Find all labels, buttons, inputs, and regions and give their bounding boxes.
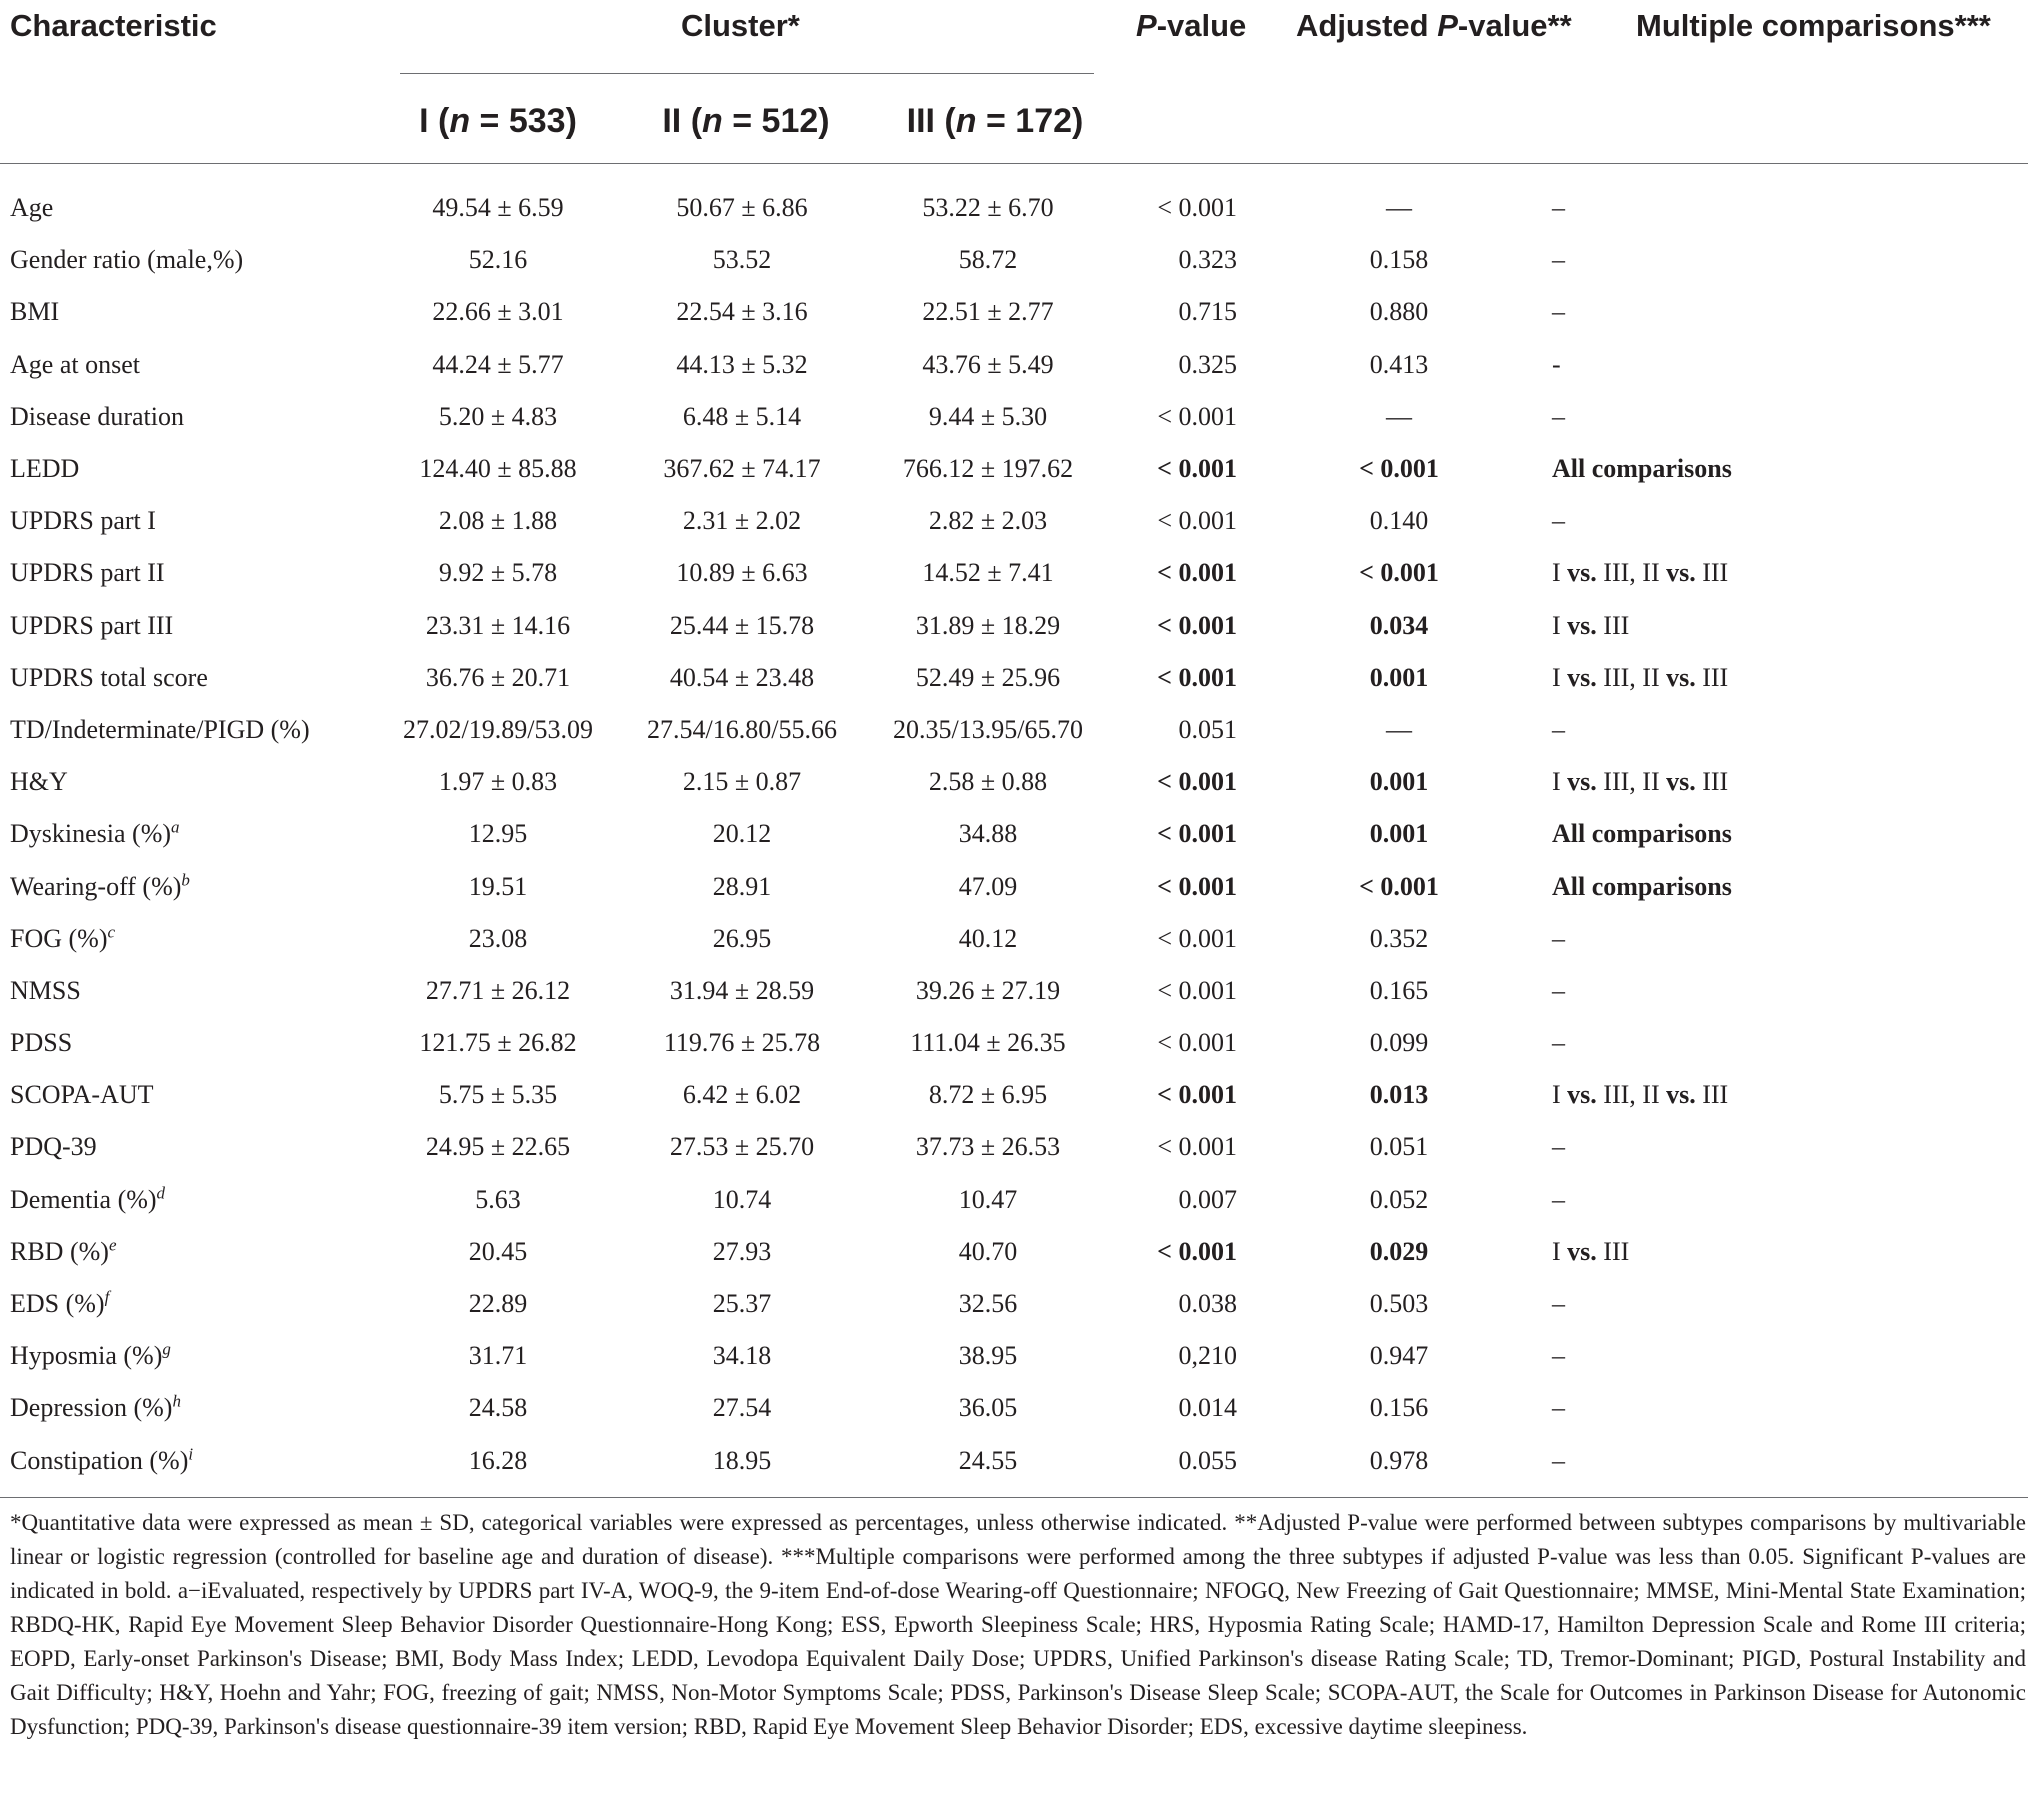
cluster-iii-value: 111.04 ± 26.35 bbox=[910, 1028, 1066, 1058]
cluster-iii-value: 40.12 bbox=[958, 923, 1018, 953]
adjusted-p-value: 0.978 bbox=[1369, 1445, 1429, 1475]
header-cluster-ii: II (n = 512) bbox=[662, 102, 830, 140]
multiple-comparisons: All comparisons bbox=[1552, 454, 1732, 484]
multiple-comparisons: I vs. III bbox=[1552, 1236, 1630, 1266]
cluster-iii-value: 34.88 bbox=[958, 819, 1018, 849]
cluster-i-value: 22.66 ± 3.01 bbox=[432, 297, 564, 327]
cluster-i-value: 121.75 ± 26.82 bbox=[419, 1028, 577, 1058]
multiple-comparisons: – bbox=[1552, 1393, 1565, 1423]
adjusted-p-value: 0.001 bbox=[1369, 767, 1429, 797]
cluster-i-value: 9.92 ± 5.78 bbox=[438, 558, 558, 588]
characteristic-cell bbox=[0, 756, 388, 808]
characteristic-cell bbox=[0, 234, 388, 286]
cluster-iii-value: 39.26 ± 27.19 bbox=[915, 975, 1061, 1005]
cluster-iii-value: 53.22 ± 6.70 bbox=[922, 193, 1054, 223]
cluster-ii-value: 27.54 bbox=[712, 1393, 772, 1423]
header-multiple-comparisons: Multiple comparisons*** bbox=[1636, 8, 1991, 43]
cluster-iii-value: 37.73 ± 26.53 bbox=[915, 1132, 1061, 1162]
characteristic-label: RBD (%) bbox=[10, 1236, 109, 1266]
cluster-i-value: 5.63 bbox=[475, 1184, 521, 1214]
footnote-marker: f bbox=[104, 1287, 110, 1307]
multiple-comparisons: – bbox=[1552, 1341, 1565, 1371]
multiple-comparisons: I vs. III bbox=[1552, 610, 1630, 640]
data-table bbox=[0, 182, 2028, 1487]
cluster-ii-value: 25.44 ± 15.78 bbox=[669, 610, 815, 640]
cluster-i-value: 124.40 ± 85.88 bbox=[419, 454, 577, 484]
characteristic-label: Age bbox=[10, 193, 54, 223]
adjusted-p-value: 0.880 bbox=[1369, 297, 1429, 327]
cluster-ii-value: 50.67 ± 6.86 bbox=[676, 193, 808, 223]
characteristic-label: Depression (%) bbox=[10, 1393, 173, 1423]
adjusted-p-value: < 0.001 bbox=[1359, 454, 1439, 484]
cluster-ii-value: 31.94 ± 28.59 bbox=[669, 975, 815, 1005]
p-value: < 0.001 bbox=[1157, 1080, 1237, 1110]
table-row bbox=[0, 286, 2028, 338]
p-value: < 0.001 bbox=[1157, 923, 1237, 953]
characteristic-cell bbox=[0, 286, 388, 338]
cluster-iii-value: 43.76 ± 5.49 bbox=[922, 349, 1054, 379]
table-row bbox=[0, 965, 2028, 1017]
cluster-i-value: 20.45 bbox=[468, 1236, 528, 1266]
multiple-comparisons: - bbox=[1552, 349, 1561, 379]
cluster-i-value: 23.31 ± 14.16 bbox=[425, 610, 571, 640]
adjusted-p-value: < 0.001 bbox=[1359, 558, 1439, 588]
cluster-ii-value: 40.54 ± 23.48 bbox=[669, 662, 815, 692]
p-value: < 0.001 bbox=[1157, 454, 1237, 484]
characteristic-label: Dyskinesia (%) bbox=[10, 819, 172, 849]
table-row bbox=[0, 1435, 2028, 1487]
table-row bbox=[0, 182, 2028, 234]
characteristic-cell bbox=[0, 1435, 388, 1487]
cluster-i-value: 5.75 ± 5.35 bbox=[438, 1080, 558, 1110]
multiple-comparisons: – bbox=[1552, 297, 1565, 327]
footer-rule bbox=[0, 1497, 2028, 1498]
characteristic-cell bbox=[0, 1278, 388, 1330]
table-row bbox=[0, 860, 2028, 912]
cluster-iii-value: 2.82 ± 2.03 bbox=[928, 506, 1048, 536]
multiple-comparisons: – bbox=[1552, 975, 1565, 1005]
p-value: < 0.001 bbox=[1157, 1236, 1237, 1266]
characteristic-label: PDQ-39 bbox=[10, 1132, 97, 1162]
cluster-iii-value: 32.56 bbox=[958, 1289, 1018, 1319]
cluster-iii-value: 10.47 bbox=[958, 1184, 1018, 1214]
cluster-ii-value: 27.93 bbox=[712, 1236, 772, 1266]
cluster-iii-value: 766.12 ± 197.62 bbox=[902, 454, 1074, 484]
adjusted-p-value: 0.001 bbox=[1369, 819, 1429, 849]
characteristic-label: UPDRS part II bbox=[10, 558, 165, 588]
cluster-iii-value: 20.35/13.95/65.70 bbox=[893, 714, 1083, 744]
characteristic-cell bbox=[0, 1330, 388, 1382]
cluster-i-value: 19.51 bbox=[468, 871, 528, 901]
cluster-i-value: 2.08 ± 1.88 bbox=[438, 506, 558, 536]
characteristic-cell bbox=[0, 913, 388, 965]
characteristic-label: UPDRS part I bbox=[10, 506, 156, 536]
cluster-i-value: 36.76 ± 20.71 bbox=[425, 662, 571, 692]
cluster-i-value: 22.89 bbox=[468, 1289, 528, 1319]
cluster-iii-value: 22.51 ± 2.77 bbox=[922, 297, 1054, 327]
multiple-comparisons: – bbox=[1552, 1445, 1565, 1475]
p-value: 0,210 bbox=[1178, 1341, 1237, 1371]
table-row bbox=[0, 652, 2028, 704]
p-value: < 0.001 bbox=[1157, 610, 1237, 640]
footnote-marker: e bbox=[108, 1235, 117, 1255]
cluster-iii-value: 40.70 bbox=[958, 1236, 1018, 1266]
cluster-ii-value: 28.91 bbox=[712, 871, 772, 901]
p-value: 0.038 bbox=[1178, 1289, 1237, 1319]
table-row bbox=[0, 339, 2028, 391]
table-row bbox=[0, 391, 2028, 443]
cluster-ii-value: 27.53 ± 25.70 bbox=[669, 1132, 815, 1162]
cluster-i-value: 49.54 ± 6.59 bbox=[432, 193, 564, 223]
adjusted-p-value: 0.413 bbox=[1369, 349, 1429, 379]
adjusted-p-value: 0.352 bbox=[1369, 923, 1429, 953]
table-row bbox=[0, 1174, 2028, 1226]
adjusted-p-value: < 0.001 bbox=[1359, 871, 1439, 901]
cluster-iii-value: 31.89 ± 18.29 bbox=[915, 610, 1061, 640]
characteristic-label: H&Y bbox=[10, 767, 68, 797]
characteristic-cell bbox=[0, 704, 388, 756]
cluster-ii-value: 27.54/16.80/55.66 bbox=[647, 714, 837, 744]
adjusted-p-value: 0.503 bbox=[1369, 1289, 1429, 1319]
characteristic-label: PDSS bbox=[10, 1028, 73, 1058]
table-row bbox=[0, 600, 2028, 652]
multiple-comparisons: – bbox=[1552, 401, 1565, 431]
table-footnote: *Quantitative data were expressed as mean ± SD, categorical variables were expressed as percentages, unless otherwise indicated. **Adjusted P-value were performed between subtypes comparisons by multivariable linear or logistic regression (controlled for baseline age and duration of disease). ***Multiple comparisons were performed among the three subtypes if adjusted P-value was less than 0.05. Significant P-values are indicated in bold. a−iEvaluated, respectively by UPDRS part IV-A, WOQ-9, the 9-item End-of-dose Wearing-off Questionnaire; NFOGQ, New Freezing of Gait Questionnaire; MMSE, Mini-Mental State Examination; RBDQ-HK, Rapid Eye Movement Sleep Behavior Disorder Questionnaire-Hong Kong; ESS, Epworth Sleepiness Scale; HRS, Hyposmia Rating Scale; HAMD-17, Hamilton Depression Scale and Rome III criteria; EOPD, Early-onset Parkinson's Disease; BMI, Body Mass Index; LEDD, Levodopa Equivalent Daily Dose; UPDRS, Unified Parkinson's disease Rating Scale; TD, Tremor-Dominant; PIGD, Postural Instability and Gait Difficulty; H&Y, Hoehn and Yahr; FOG, freezing of gait; NMSS, Non-Motor Symptoms Scale; PDSS, Parkinson's Disease Sleep Scale; SCOPA-AUT, the Scale for Outcomes in Parkinson Disease for Autonomic Dysfunction; PDQ-39, Parkinson's disease questionnaire-39 item version; RBD, Rapid Eye Movement Sleep Behavior Disorder; EDS, excessive daytime sleepiness. bbox=[10, 1510, 2026, 1739]
cluster-i-value: 23.08 bbox=[468, 923, 528, 953]
table-row bbox=[0, 1017, 2028, 1069]
multiple-comparisons: All comparisons bbox=[1552, 871, 1732, 901]
cluster-ii-value: 44.13 ± 5.32 bbox=[676, 349, 808, 379]
cluster-i-value: 5.20 ± 4.83 bbox=[438, 401, 558, 431]
multiple-comparisons: – bbox=[1552, 923, 1565, 953]
cluster-i-value: 27.02/19.89/53.09 bbox=[403, 714, 593, 744]
footnote-marker: c bbox=[107, 922, 116, 942]
multiple-comparisons: – bbox=[1552, 1028, 1565, 1058]
p-value: < 0.001 bbox=[1157, 1132, 1237, 1162]
p-value: 0.055 bbox=[1178, 1445, 1237, 1475]
characteristic-label: Hyposmia (%) bbox=[10, 1341, 163, 1371]
cluster-ii-value: 2.15 ± 0.87 bbox=[682, 767, 802, 797]
table-row bbox=[0, 1278, 2028, 1330]
table-row bbox=[0, 443, 2028, 495]
adjusted-p-value: — bbox=[1386, 193, 1412, 223]
p-value: < 0.001 bbox=[1157, 819, 1237, 849]
cluster-i-value: 1.97 ± 0.83 bbox=[438, 767, 558, 797]
header-characteristic: Characteristic bbox=[10, 8, 217, 43]
cluster-ii-value: 53.52 bbox=[712, 245, 772, 275]
characteristic-cell bbox=[0, 443, 388, 495]
p-value: < 0.001 bbox=[1157, 767, 1237, 797]
characteristic-label: Constipation (%) bbox=[10, 1445, 189, 1475]
header-rule bbox=[0, 163, 2028, 164]
characteristic-cell bbox=[0, 391, 388, 443]
adjusted-p-value: 0.099 bbox=[1369, 1028, 1429, 1058]
adjusted-p-value: 0.158 bbox=[1369, 245, 1429, 275]
cluster-ii-value: 10.74 bbox=[712, 1184, 772, 1214]
table-row bbox=[0, 808, 2028, 860]
multiple-comparisons: I vs. III, II vs. III bbox=[1552, 662, 1729, 692]
cluster-ii-value: 6.42 ± 6.02 bbox=[682, 1080, 802, 1110]
footnote-marker: d bbox=[156, 1183, 166, 1202]
adjusted-p-value: 0.947 bbox=[1369, 1341, 1429, 1371]
p-value: < 0.001 bbox=[1157, 558, 1237, 588]
cluster-iii-value: 14.52 ± 7.41 bbox=[922, 558, 1054, 588]
multiple-comparisons: – bbox=[1552, 714, 1565, 744]
p-value: < 0.001 bbox=[1157, 401, 1237, 431]
p-value: 0.325 bbox=[1178, 349, 1237, 379]
cluster-i-value: 52.16 bbox=[468, 245, 528, 275]
characteristic-cell bbox=[0, 808, 388, 860]
cluster-iii-value: 24.55 bbox=[958, 1445, 1018, 1475]
characteristic-label: SCOPA-AUT bbox=[10, 1080, 154, 1110]
characteristic-cell bbox=[0, 1382, 388, 1434]
header-cluster-i: I (n = 533) bbox=[419, 102, 577, 140]
cluster-i-value: 24.95 ± 22.65 bbox=[425, 1132, 571, 1162]
table-row bbox=[0, 1121, 2028, 1173]
characteristic-cell bbox=[0, 495, 388, 547]
characteristic-label: TD/Indeterminate/PIGD (%) bbox=[10, 714, 310, 744]
cluster-ii-value: 20.12 bbox=[712, 819, 772, 849]
characteristic-cell bbox=[0, 1226, 388, 1278]
cluster-iii-value: 8.72 ± 6.95 bbox=[928, 1080, 1048, 1110]
table-row bbox=[0, 495, 2028, 547]
cluster-ii-value: 22.54 ± 3.16 bbox=[676, 297, 808, 327]
adjusted-p-value: 0.052 bbox=[1369, 1184, 1429, 1214]
p-value: 0.014 bbox=[1178, 1393, 1237, 1423]
characteristic-label: EDS (%) bbox=[10, 1289, 105, 1319]
adjusted-p-value: 0.140 bbox=[1369, 506, 1429, 536]
table-row bbox=[0, 1382, 2028, 1434]
cluster-i-value: 12.95 bbox=[468, 819, 528, 849]
footnote-marker: h bbox=[172, 1391, 181, 1411]
cluster-ii-value: 26.95 bbox=[712, 923, 772, 953]
p-value: < 0.001 bbox=[1157, 1028, 1237, 1058]
cluster-ii-value: 2.31 ± 2.02 bbox=[682, 506, 802, 536]
multiple-comparisons: – bbox=[1552, 506, 1565, 536]
p-value: < 0.001 bbox=[1157, 193, 1237, 223]
p-value: 0.051 bbox=[1178, 714, 1237, 744]
table-row bbox=[0, 1226, 2028, 1278]
cluster-iii-value: 58.72 bbox=[958, 245, 1018, 275]
characteristic-cell bbox=[0, 182, 388, 234]
adjusted-p-value: 0.156 bbox=[1369, 1393, 1429, 1423]
adjusted-p-value: — bbox=[1386, 714, 1412, 744]
p-value: < 0.001 bbox=[1157, 975, 1237, 1005]
characteristic-label: Age at onset bbox=[10, 349, 140, 379]
characteristic-label: Wearing-off (%) bbox=[10, 871, 182, 901]
multiple-comparisons: – bbox=[1552, 1184, 1565, 1214]
characteristic-cell bbox=[0, 652, 388, 704]
cluster-i-value: 16.28 bbox=[468, 1445, 528, 1475]
multiple-comparisons: – bbox=[1552, 1289, 1565, 1319]
characteristic-cell bbox=[0, 1069, 388, 1121]
characteristic-cell bbox=[0, 339, 388, 391]
header-p-value: P-value bbox=[1136, 8, 1247, 43]
characteristic-label: UPDRS part III bbox=[10, 610, 174, 640]
p-value: 0.007 bbox=[1178, 1184, 1237, 1214]
cluster-ii-value: 18.95 bbox=[712, 1445, 772, 1475]
cluster-ii-value: 25.37 bbox=[712, 1289, 772, 1319]
cluster-ii-value: 10.89 ± 6.63 bbox=[676, 558, 808, 588]
table-row bbox=[0, 1330, 2028, 1382]
cluster-iii-value: 2.58 ± 0.88 bbox=[928, 767, 1048, 797]
characteristic-cell bbox=[0, 965, 388, 1017]
characteristic-label: Gender ratio (male,%) bbox=[10, 245, 244, 275]
footnote-marker: a bbox=[171, 817, 180, 837]
characteristic-label: Disease duration bbox=[10, 401, 185, 431]
p-value: < 0.001 bbox=[1157, 662, 1237, 692]
adjusted-p-value: 0.029 bbox=[1369, 1236, 1429, 1266]
cluster-i-value: 24.58 bbox=[468, 1393, 528, 1423]
table-row bbox=[0, 756, 2028, 808]
header-cluster-iii: III (n = 172) bbox=[906, 102, 1084, 140]
multiple-comparisons: I vs. III, II vs. III bbox=[1552, 767, 1729, 797]
characteristic-cell bbox=[0, 547, 388, 599]
cluster-i-value: 31.71 bbox=[468, 1341, 528, 1371]
multiple-comparisons: – bbox=[1552, 193, 1565, 223]
characteristic-label: FOG (%) bbox=[10, 923, 108, 953]
characteristic-cell bbox=[0, 1017, 388, 1069]
adjusted-p-value: 0.051 bbox=[1369, 1132, 1429, 1162]
cluster-ii-value: 6.48 ± 5.14 bbox=[682, 401, 802, 431]
cluster-ii-value: 34.18 bbox=[712, 1341, 772, 1371]
characteristic-cell bbox=[0, 1121, 388, 1173]
characteristic-label: Dementia (%) bbox=[10, 1184, 157, 1214]
footnote-marker: g bbox=[162, 1339, 171, 1359]
cluster-header-rule bbox=[400, 73, 1094, 74]
adjusted-p-value: 0.034 bbox=[1369, 610, 1429, 640]
header-adjusted-p-value: Adjusted P-value** bbox=[1296, 8, 1572, 43]
characteristic-label: LEDD bbox=[10, 454, 80, 484]
multiple-comparisons: All comparisons bbox=[1552, 819, 1732, 849]
header-cluster: Cluster* bbox=[681, 8, 800, 43]
cluster-iii-value: 38.95 bbox=[958, 1341, 1018, 1371]
p-value: 0.323 bbox=[1178, 245, 1237, 275]
characteristic-label: NMSS bbox=[10, 975, 81, 1005]
table-row bbox=[0, 1069, 2028, 1121]
cluster-i-value: 27.71 ± 26.12 bbox=[425, 975, 571, 1005]
adjusted-p-value: — bbox=[1386, 401, 1412, 431]
adjusted-p-value: 0.165 bbox=[1369, 975, 1429, 1005]
adjusted-p-value: 0.013 bbox=[1369, 1080, 1429, 1110]
table-row bbox=[0, 234, 2028, 286]
footnote-marker: i bbox=[188, 1443, 194, 1463]
cluster-ii-value: 367.62 ± 74.17 bbox=[663, 454, 821, 484]
p-value: < 0.001 bbox=[1157, 506, 1237, 536]
multiple-comparisons: I vs. III, II vs. III bbox=[1552, 1080, 1729, 1110]
cluster-ii-value: 119.76 ± 25.78 bbox=[663, 1028, 821, 1058]
characteristic-cell bbox=[0, 860, 388, 912]
cluster-iii-value: 36.05 bbox=[958, 1393, 1018, 1423]
characteristic-cell bbox=[0, 600, 388, 652]
characteristic-cell bbox=[0, 1174, 388, 1226]
multiple-comparisons: – bbox=[1552, 245, 1565, 275]
multiple-comparisons: I vs. III, II vs. III bbox=[1552, 558, 1729, 588]
adjusted-p-value: 0.001 bbox=[1369, 662, 1429, 692]
cluster-iii-value: 9.44 ± 5.30 bbox=[928, 401, 1048, 431]
characteristic-label: BMI bbox=[10, 297, 60, 327]
cluster-i-value: 44.24 ± 5.77 bbox=[432, 349, 564, 379]
characteristic-label: UPDRS total score bbox=[10, 662, 208, 692]
cluster-iii-value: 47.09 bbox=[958, 871, 1018, 901]
p-value: 0.715 bbox=[1178, 297, 1237, 327]
table-row bbox=[0, 704, 2028, 756]
footnote-marker: b bbox=[181, 869, 190, 889]
cluster-iii-value: 52.49 ± 25.96 bbox=[915, 662, 1061, 692]
table-row bbox=[0, 913, 2028, 965]
multiple-comparisons: – bbox=[1552, 1132, 1565, 1162]
p-value: < 0.001 bbox=[1157, 871, 1237, 901]
table-row bbox=[0, 547, 2028, 599]
